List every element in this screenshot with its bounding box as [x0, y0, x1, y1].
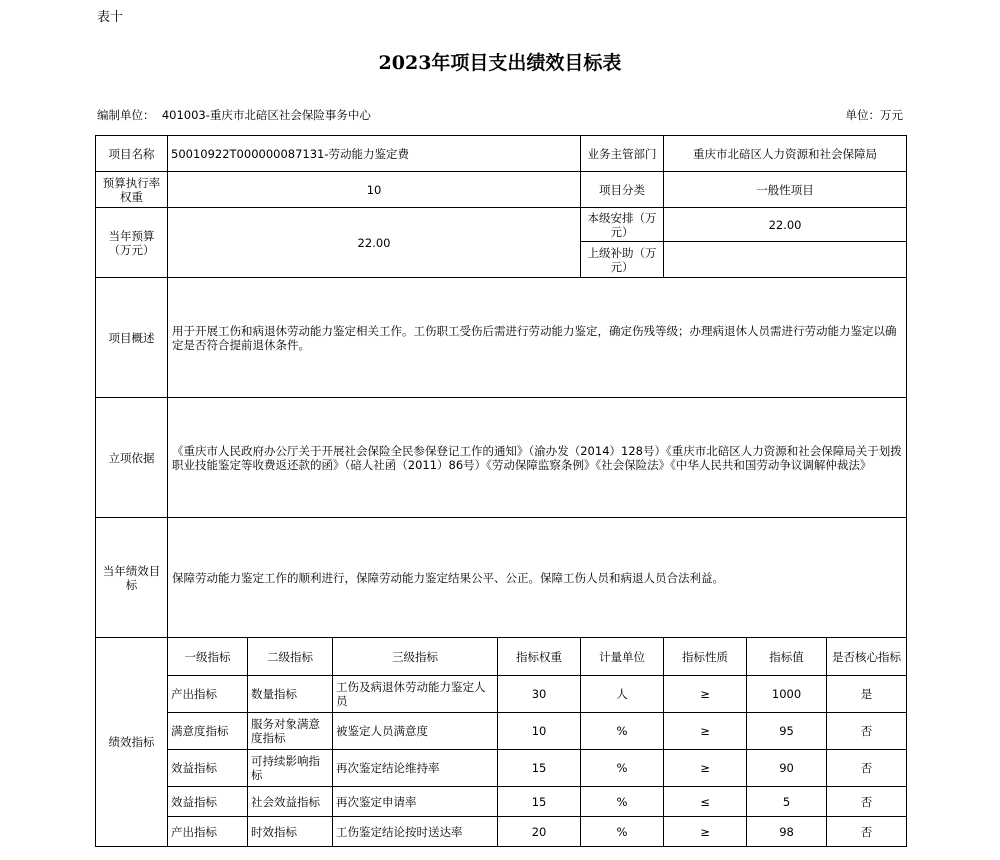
- weight-value: 10: [168, 172, 581, 208]
- basis-label: 立项依据: [96, 398, 168, 518]
- indicator-core: 否: [827, 787, 907, 817]
- indicator-level3: 被鉴定人员满意度: [333, 713, 498, 750]
- indicator-level1: 产出指标: [168, 817, 248, 847]
- category-value: 一般性项目: [664, 172, 907, 208]
- weight-row: [96, 172, 907, 208]
- budget-row: [96, 208, 907, 242]
- indicators-section-label: 绩效指标: [96, 638, 168, 847]
- goal-text: 保障劳动能力鉴定工作的顺利进行，保障劳动能力鉴定结果公平、公正。保障工伤人员和病退人员合法利益。: [168, 518, 907, 638]
- indicator-level1: 满意度指标: [168, 713, 248, 750]
- basis-row: [96, 398, 907, 518]
- indicator-weight: 10: [498, 713, 581, 750]
- col-header-nature: 指标性质: [664, 638, 747, 676]
- indicator-unit: %: [581, 713, 664, 750]
- indicator-level2: 服务对象满意度指标: [248, 713, 333, 750]
- indicator-unit: %: [581, 817, 664, 847]
- project-name-label: 项目名称: [96, 136, 168, 172]
- indicator-weight: 15: [498, 750, 581, 787]
- indicator-value: 5: [747, 787, 827, 817]
- dept-label: 业务主管部门: [581, 136, 664, 172]
- compiling-unit-label: 编制单位：: [97, 108, 155, 122]
- compiling-unit-value: 401003-重庆市北碚区社会保险事务中心: [161, 108, 371, 122]
- table-row: [96, 817, 907, 847]
- indicator-level2: 可持续影响指标: [248, 750, 333, 787]
- indicator-nature: ≥: [664, 750, 747, 787]
- currency-unit: 单位：万元: [845, 108, 903, 122]
- budget-label: 当年预算（万元）: [96, 208, 168, 278]
- indicator-value: 95: [747, 713, 827, 750]
- upper-funding-label: 上级补助（万元）: [581, 242, 664, 278]
- table-row: [96, 750, 907, 787]
- dept-value: 重庆市北碚区人力资源和社会保障局: [664, 136, 907, 172]
- indicator-level2: 数量指标: [248, 676, 333, 713]
- indicator-weight: 15: [498, 787, 581, 817]
- indicator-header-row: [96, 638, 907, 676]
- indicator-level1: 效益指标: [168, 787, 248, 817]
- overview-row: [96, 278, 907, 398]
- indicator-nature: ≥: [664, 817, 747, 847]
- col-header-value: 指标值: [747, 638, 827, 676]
- indicator-level2: 社会效益指标: [248, 787, 333, 817]
- indicator-value: 1000: [747, 676, 827, 713]
- local-funding-value: 22.00: [664, 208, 907, 242]
- goal-row: [96, 518, 907, 638]
- performance-target-table: [95, 135, 907, 847]
- indicator-unit: 人: [581, 676, 664, 713]
- col-header-level3: 三级指标: [333, 638, 498, 676]
- col-header-weight: 指标权重: [498, 638, 581, 676]
- local-funding-label: 本级安排（万元）: [581, 208, 664, 242]
- indicator-level1: 产出指标: [168, 676, 248, 713]
- col-header-core: 是否核心指标: [827, 638, 907, 676]
- overview-label: 项目概述: [96, 278, 168, 398]
- upper-funding-value: [664, 242, 907, 278]
- table-number-label: 表十: [97, 10, 124, 25]
- document-title: 2023年项目支出绩效目标表: [378, 52, 622, 74]
- indicator-level3: 再次鉴定申请率: [333, 787, 498, 817]
- compiling-unit: [97, 107, 371, 123]
- indicator-level3: 工伤鉴定结论按时送达率: [333, 817, 498, 847]
- indicator-core: 否: [827, 817, 907, 847]
- indicator-level1: 效益指标: [168, 750, 248, 787]
- category-label: 项目分类: [581, 172, 664, 208]
- table-row: [96, 676, 907, 713]
- indicator-unit: %: [581, 750, 664, 787]
- indicator-level3: 再次鉴定结论维持率: [333, 750, 498, 787]
- indicator-weight: 30: [498, 676, 581, 713]
- col-header-level2: 二级指标: [248, 638, 333, 676]
- goal-label: 当年绩效目标: [96, 518, 168, 638]
- col-header-level1: 一级指标: [168, 638, 248, 676]
- indicator-core: 是: [827, 676, 907, 713]
- indicator-unit: %: [581, 787, 664, 817]
- overview-text: 用于开展工伤和病退休劳动能力鉴定相关工作。工伤职工受伤后需进行劳动能力鉴定，确定伤残等级；办理病退休人员需进行劳动能力鉴定以确定是否符合提前退休条件。: [168, 278, 907, 398]
- indicator-nature: ≥: [664, 713, 747, 750]
- table-row: [96, 787, 907, 817]
- col-header-unit: 计量单位: [581, 638, 664, 676]
- indicator-level2: 时效指标: [248, 817, 333, 847]
- budget-value: 22.00: [168, 208, 581, 278]
- indicator-weight: 20: [498, 817, 581, 847]
- project-name-value: 50010922T000000087131-劳动能力鉴定费: [168, 136, 581, 172]
- indicator-value: 90: [747, 750, 827, 787]
- indicator-core: 否: [827, 713, 907, 750]
- indicator-level3: 工伤及病退休劳动能力鉴定人员: [333, 676, 498, 713]
- indicator-core: 否: [827, 750, 907, 787]
- project-name-row: [96, 136, 907, 172]
- weight-label: 预算执行率权重: [96, 172, 168, 208]
- basis-text: 《重庆市人民政府办公厅关于开展社会保险全民参保登记工作的通知》（渝办发（2014）128号）《重庆市北碚区人力资源和社会保障局关于划拨职业技能鉴定等收费返还款的函》（碚人社函（2011）86号）《劳动保障监察条例》《社会保险法》《中华人民共和国劳动争议调解仲裁法》: [168, 398, 907, 518]
- indicator-nature: ≥: [664, 676, 747, 713]
- indicator-value: 98: [747, 817, 827, 847]
- indicator-nature: ≤: [664, 787, 747, 817]
- table-row: [96, 713, 907, 750]
